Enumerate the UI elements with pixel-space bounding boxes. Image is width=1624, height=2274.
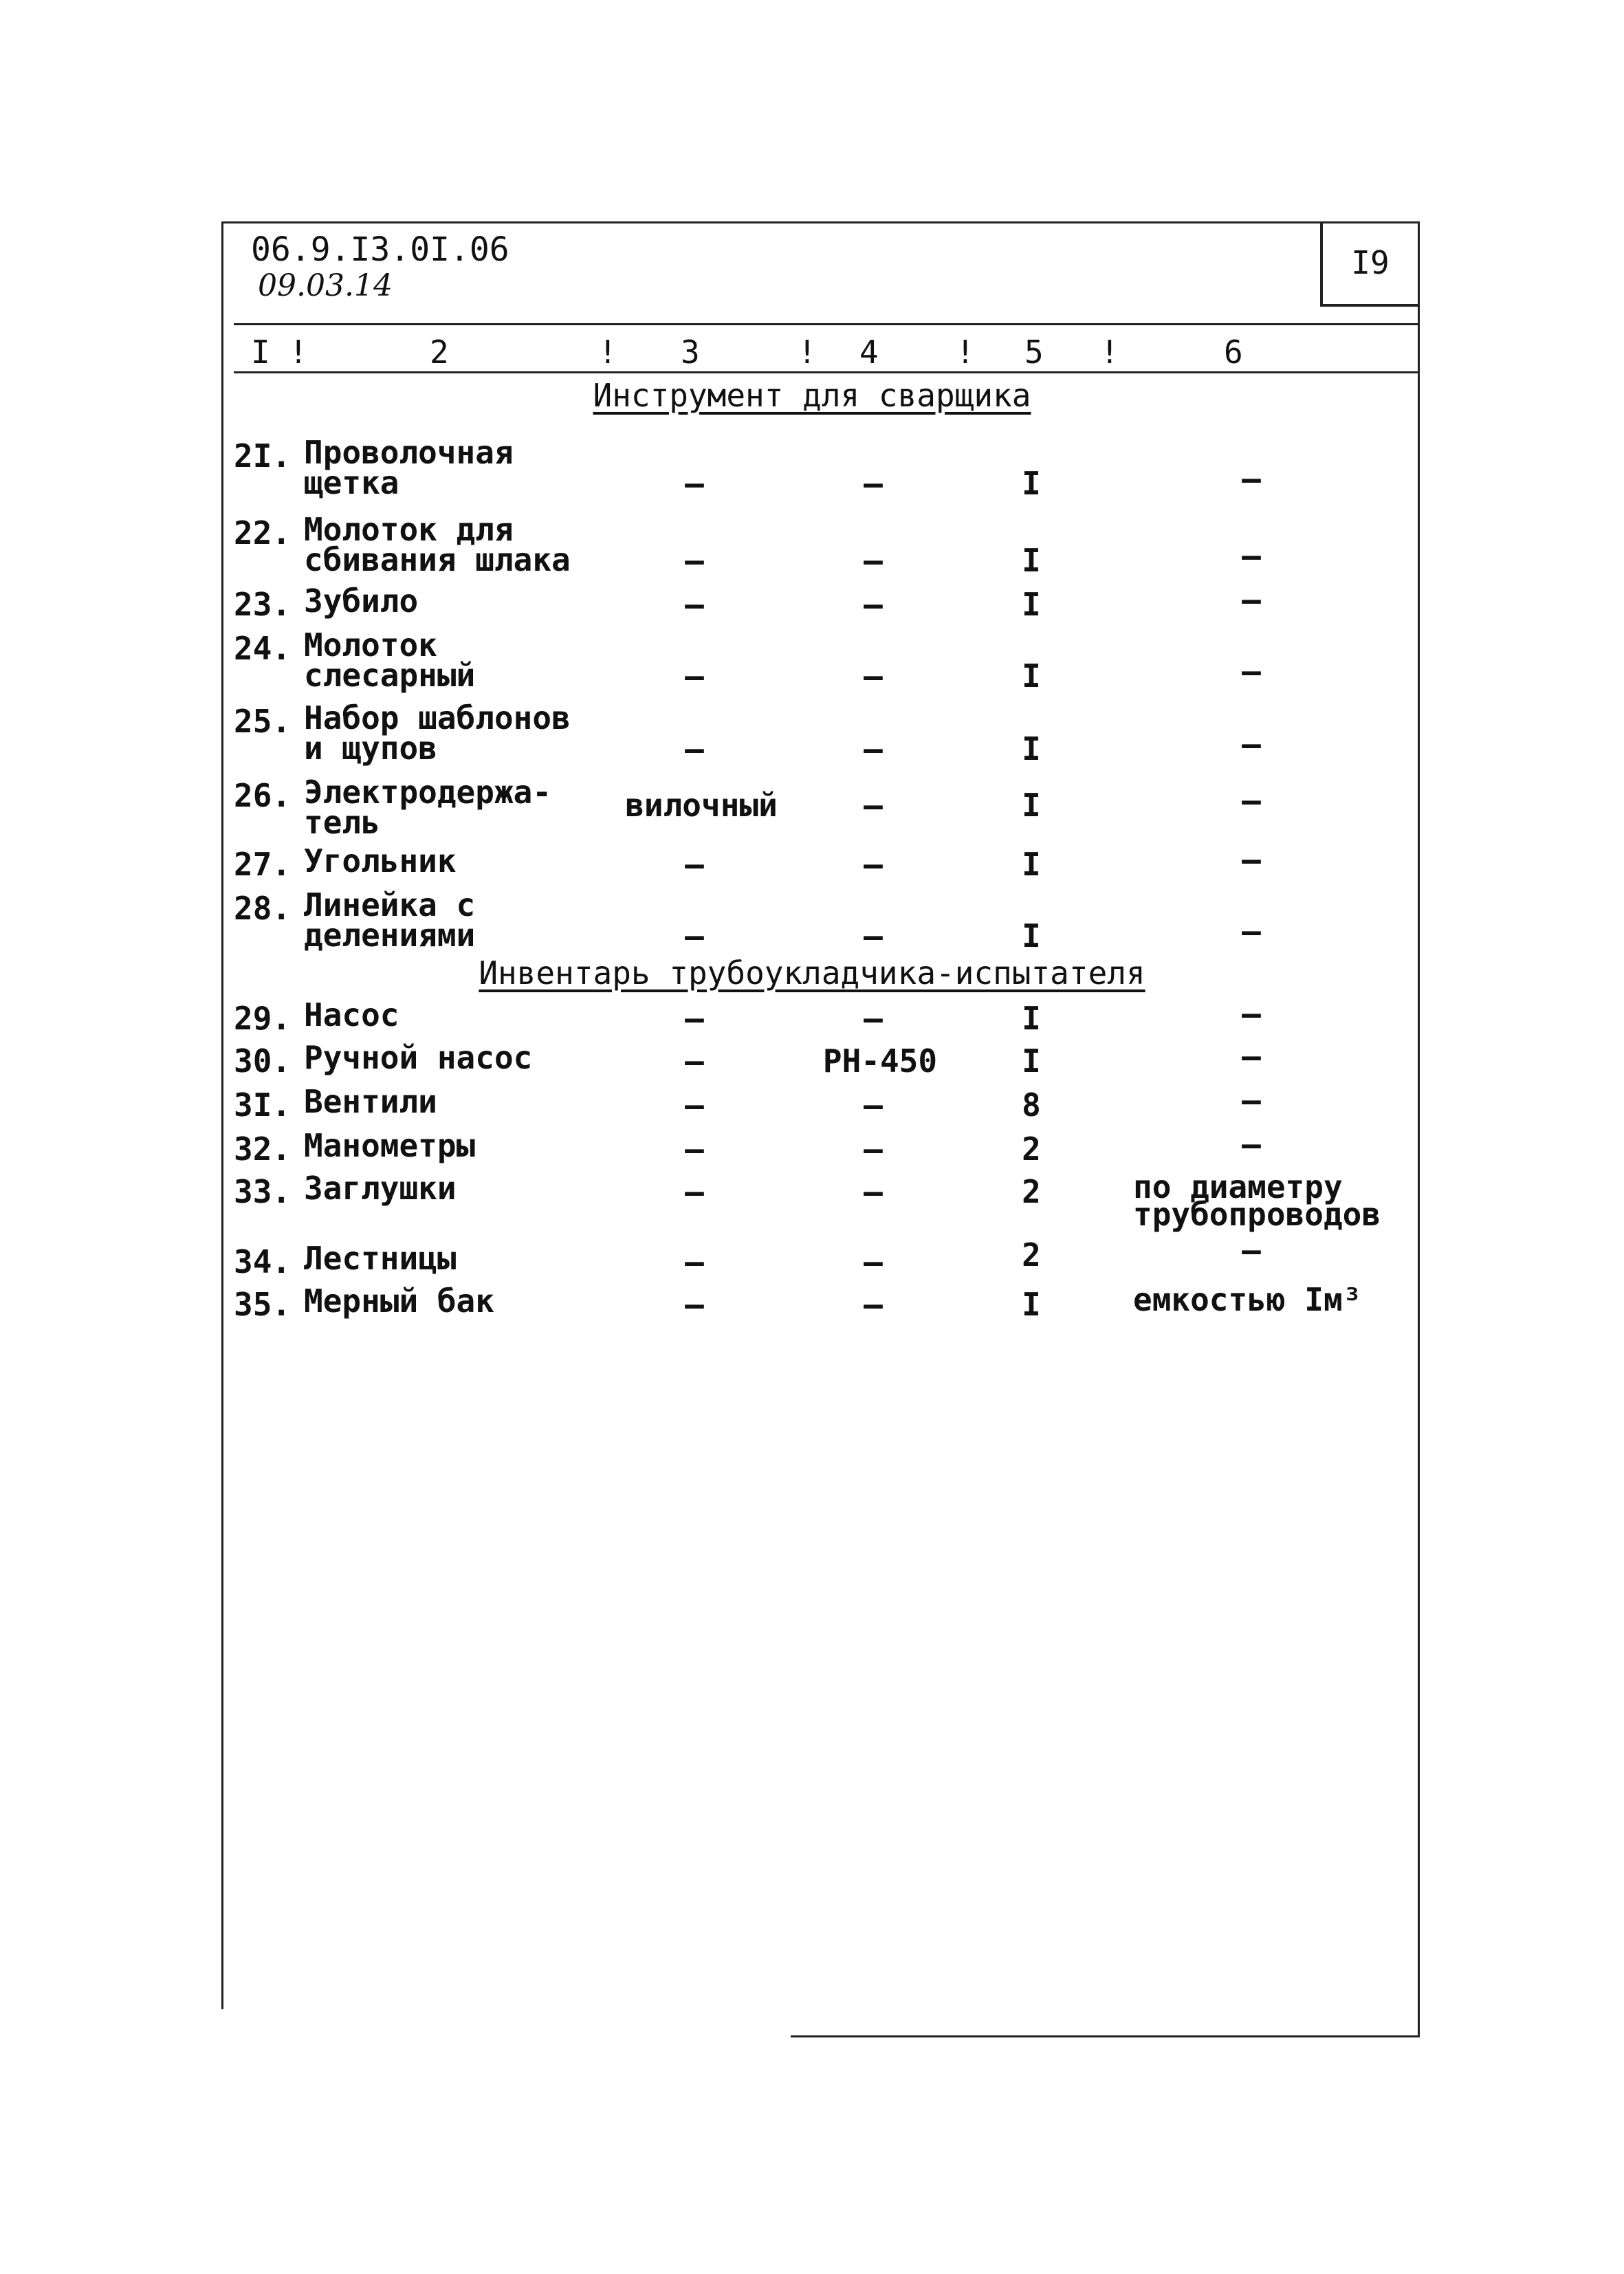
- col-separator: !: [956, 334, 975, 371]
- cell-col4: –: [864, 917, 883, 954]
- cell-col6: емкостью Iм³: [1133, 1281, 1362, 1318]
- item-name: Манометры: [304, 1127, 476, 1164]
- col-header-4: 4: [859, 334, 879, 371]
- cell-col4: –: [864, 657, 883, 695]
- cell-col3: –: [685, 846, 704, 883]
- cell-col6: –: [1242, 1232, 1261, 1269]
- row-number: 28.: [234, 890, 292, 927]
- col-separator: !: [1100, 334, 1119, 371]
- document-code: 06.9.I3.0I.06: [251, 230, 509, 269]
- document-date: 09.03.14: [258, 268, 393, 303]
- cell-col4: –: [864, 465, 883, 502]
- section-title-pipelayer-inventory: Инвентарь трубоукладчика-испытателя: [479, 954, 1145, 992]
- cell-col3: –: [685, 730, 704, 767]
- cell-col5: I: [1022, 787, 1041, 824]
- row-number: 30.: [234, 1042, 292, 1080]
- cell-col6: –: [1242, 995, 1261, 1032]
- page-number: I9: [1320, 221, 1418, 307]
- cell-col5: I: [1022, 1000, 1041, 1037]
- cell-col3: –: [685, 1086, 704, 1124]
- row-number: 22.: [234, 514, 292, 551]
- cell-col5: I: [1022, 586, 1041, 623]
- col-header-3: 3: [681, 334, 700, 371]
- cell-col3: –: [685, 1243, 704, 1280]
- row-number: 32.: [234, 1130, 292, 1168]
- cell-col6: –: [1242, 581, 1261, 618]
- col-header-6: 6: [1224, 334, 1243, 371]
- cell-col3: –: [685, 917, 704, 954]
- row-number: 26.: [234, 777, 292, 814]
- cell-col5: 2: [1022, 1130, 1041, 1168]
- item-name: Электродержа- тель: [304, 774, 552, 841]
- item-name: Мерный бак: [304, 1282, 494, 1320]
- table-header-rule: [234, 371, 1418, 373]
- cell-col5: 8: [1022, 1086, 1041, 1124]
- cell-col4: –: [864, 730, 883, 767]
- frame-bottom-border: [791, 2035, 1420, 2037]
- cell-col6: –: [1242, 725, 1261, 763]
- cell-col6: –: [1242, 1082, 1261, 1119]
- frame-top-border: [221, 221, 1419, 223]
- cell-col4: –: [864, 1286, 883, 1323]
- section-title-welder-tools: Инструмент для сварщика: [593, 377, 1031, 414]
- row-number: 24.: [234, 630, 292, 667]
- cell-col4: –: [864, 1086, 883, 1124]
- item-name: Линейка с делениями: [304, 886, 476, 954]
- cell-col6: –: [1242, 912, 1261, 950]
- item-name: Ручной насос: [304, 1039, 533, 1076]
- cell-col4: –: [864, 542, 883, 579]
- item-name: Проволочная щетка: [304, 434, 514, 501]
- frame-right-border: [1418, 221, 1420, 2037]
- cell-col6: по диаметру трубопроводов: [1133, 1168, 1381, 1233]
- row-number: 35.: [234, 1286, 292, 1323]
- cell-col5: 2: [1022, 1236, 1041, 1273]
- row-number: 25.: [234, 703, 292, 740]
- cell-col4: –: [864, 846, 883, 883]
- cell-col3: вилочный: [625, 787, 778, 824]
- item-name: Заглушки: [304, 1170, 457, 1207]
- cell-col3: –: [685, 657, 704, 695]
- col-header-5: 5: [1024, 334, 1044, 371]
- cell-col6: –: [1242, 1126, 1261, 1163]
- item-name: Лестницы: [304, 1240, 457, 1277]
- cell-col3: –: [685, 1286, 704, 1323]
- row-number: 29.: [234, 1000, 292, 1037]
- cell-col3: –: [685, 586, 704, 623]
- row-number: 23.: [234, 586, 292, 623]
- col-header-1: I: [251, 334, 270, 371]
- col-separator: !: [598, 334, 617, 371]
- row-number: 27.: [234, 846, 292, 883]
- cell-col5: I: [1022, 657, 1041, 695]
- cell-col5: I: [1022, 542, 1041, 579]
- cell-col6: –: [1242, 1038, 1261, 1075]
- col-header-2: 2: [430, 334, 449, 371]
- cell-col4: РН-450: [822, 1042, 938, 1080]
- cell-col6: –: [1242, 653, 1261, 690]
- cell-col6: –: [1242, 537, 1261, 574]
- cell-col4: –: [864, 1000, 883, 1037]
- row-number: 3I.: [234, 1086, 292, 1124]
- cell-col5: I: [1022, 730, 1041, 767]
- cell-col4: –: [864, 586, 883, 623]
- item-name: Зубило: [304, 582, 419, 620]
- item-name: Молоток для сбивания шлака: [304, 511, 571, 578]
- cell-col3: –: [685, 465, 704, 502]
- cell-col3: –: [685, 542, 704, 579]
- cell-col5: I: [1022, 917, 1041, 954]
- cell-col4: –: [864, 1243, 883, 1280]
- cell-col5: I: [1022, 1286, 1041, 1323]
- cell-col5: 2: [1022, 1173, 1041, 1210]
- col-separator: !: [798, 334, 817, 371]
- item-name: Молоток слесарный: [304, 626, 476, 694]
- table-top-rule: [234, 323, 1418, 325]
- item-name: Вентили: [304, 1083, 437, 1120]
- cell-col3: –: [685, 1130, 704, 1168]
- cell-col6: –: [1242, 841, 1261, 878]
- frame-left-border: [221, 221, 223, 2009]
- cell-col5: I: [1022, 465, 1041, 502]
- cell-col5: I: [1022, 846, 1041, 883]
- cell-col5: I: [1022, 1042, 1041, 1080]
- cell-col3: –: [685, 1000, 704, 1037]
- cell-col3: –: [685, 1173, 704, 1210]
- cell-col6: –: [1242, 782, 1261, 819]
- cell-col3: –: [685, 1042, 704, 1080]
- row-number: 33.: [234, 1173, 292, 1210]
- item-name: Набор шаблонов и щупов: [304, 699, 571, 767]
- row-number: 34.: [234, 1243, 292, 1280]
- cell-col4: –: [864, 1130, 883, 1168]
- item-name: Угольник: [304, 842, 457, 879]
- cell-col6: –: [1242, 460, 1261, 497]
- cell-col4: –: [864, 1173, 883, 1210]
- cell-col4: –: [864, 787, 883, 824]
- row-number: 2I.: [234, 437, 292, 474]
- item-name: Насос: [304, 996, 399, 1034]
- col-separator: !: [289, 334, 308, 371]
